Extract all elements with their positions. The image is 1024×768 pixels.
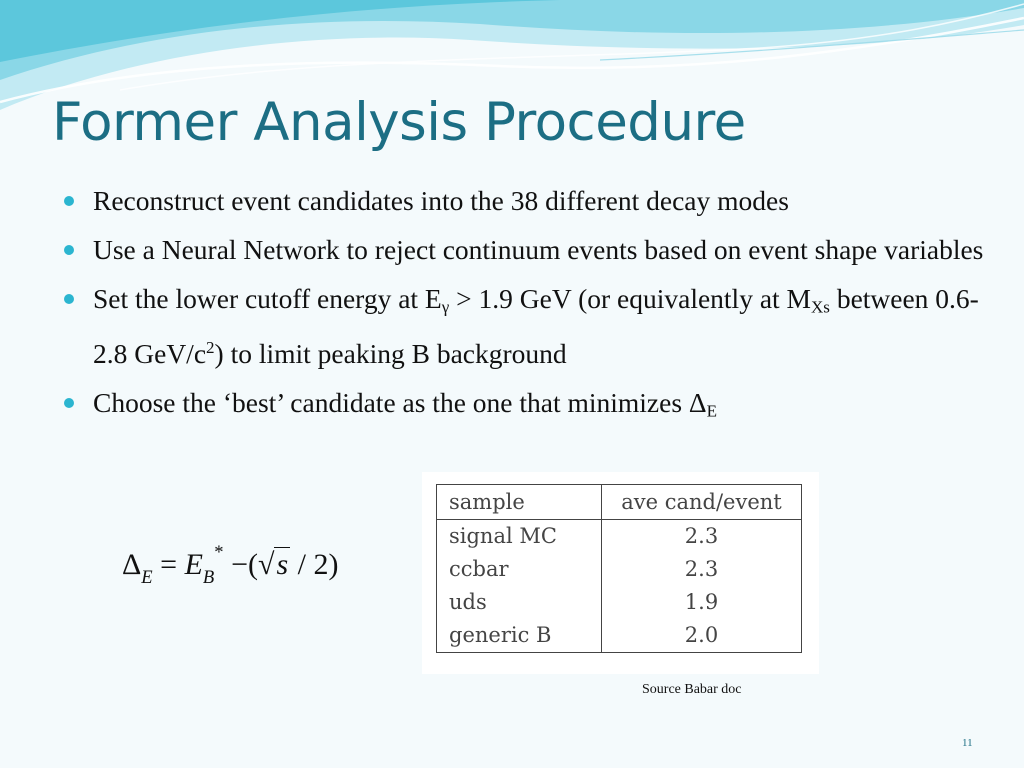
bullet-text: ) to limit peaking B background bbox=[214, 338, 567, 370]
delta-e-subscript: E bbox=[706, 401, 717, 421]
table-row bbox=[437, 586, 802, 619]
table-cell-sample: ccbar bbox=[437, 553, 602, 586]
source-note: Source Babar doc bbox=[642, 682, 742, 697]
table-cell-value: 2.0 bbox=[602, 619, 802, 653]
table-cell-sample: uds bbox=[437, 586, 602, 619]
formula-delta-subscript: E bbox=[141, 567, 153, 588]
table-row bbox=[437, 520, 802, 554]
formula-minus: − bbox=[231, 548, 248, 581]
table-cell-value: 2.3 bbox=[602, 520, 802, 554]
formula-open-paren: ( bbox=[247, 548, 258, 581]
formula-energy-subscript: B bbox=[202, 567, 215, 588]
formula-energy: E bbox=[184, 548, 203, 581]
page-number: 11 bbox=[962, 737, 973, 749]
table-cell-sample: generic B bbox=[437, 619, 602, 653]
bullet-dot-icon bbox=[64, 196, 74, 206]
slide-title: Former Analysis Procedure bbox=[52, 92, 746, 153]
bullet-item-neural-network bbox=[62, 229, 992, 270]
bullet-dot-icon bbox=[64, 398, 74, 408]
gamma-subscript: γ bbox=[441, 297, 450, 317]
bullet-text: > 1.9 GeV (or equivalently at M bbox=[449, 283, 811, 314]
table-header-row bbox=[437, 485, 802, 520]
bullet-text: Reconstruct event candidates into the 38 different decay modes bbox=[93, 185, 789, 216]
bullet-text: Set the lower cutoff energy at E bbox=[93, 283, 442, 314]
candidates-table bbox=[436, 484, 802, 653]
bullet-item-best-candidate bbox=[62, 382, 992, 431]
table-header-sample: sample bbox=[437, 485, 602, 520]
formula-close-paren: ) bbox=[328, 548, 339, 581]
xs-subscript: Xs bbox=[811, 297, 830, 317]
formula-equals: = bbox=[160, 548, 178, 581]
bullet-dot-icon bbox=[64, 294, 74, 304]
bullet-dot-icon bbox=[64, 245, 74, 255]
bullet-item-cutoff-energy bbox=[62, 278, 992, 374]
bullet-item-reconstruct bbox=[62, 180, 992, 221]
delta-e-formula bbox=[122, 542, 339, 588]
table-row bbox=[437, 553, 802, 586]
formula-energy-superscript: * bbox=[214, 542, 224, 563]
table-header-ave-cand: ave cand/event bbox=[602, 485, 802, 520]
bullet-text: Choose the ‘best’ candidate as the one that minimizes Δ bbox=[93, 387, 707, 419]
formula-delta: Δ bbox=[122, 548, 142, 581]
table-cell-value: 1.9 bbox=[602, 586, 802, 619]
bullet-list bbox=[62, 180, 992, 440]
sqrt-icon: √ bbox=[257, 548, 275, 581]
table-cell-sample: signal MC bbox=[437, 520, 602, 554]
table-row bbox=[437, 619, 802, 653]
table-cell-value: 2.3 bbox=[602, 553, 802, 586]
formula-slash: / bbox=[297, 548, 306, 581]
formula-two: 2 bbox=[313, 548, 329, 581]
bullet-text: between 0.6-2.8 GeV/c bbox=[93, 283, 979, 370]
bullet-text: Use a Neural Network to reject continuum events based on event shape variables bbox=[93, 234, 984, 265]
formula-s: s bbox=[276, 548, 289, 581]
candidates-table-panel bbox=[422, 472, 819, 674]
squared-superscript: 2 bbox=[206, 338, 215, 358]
